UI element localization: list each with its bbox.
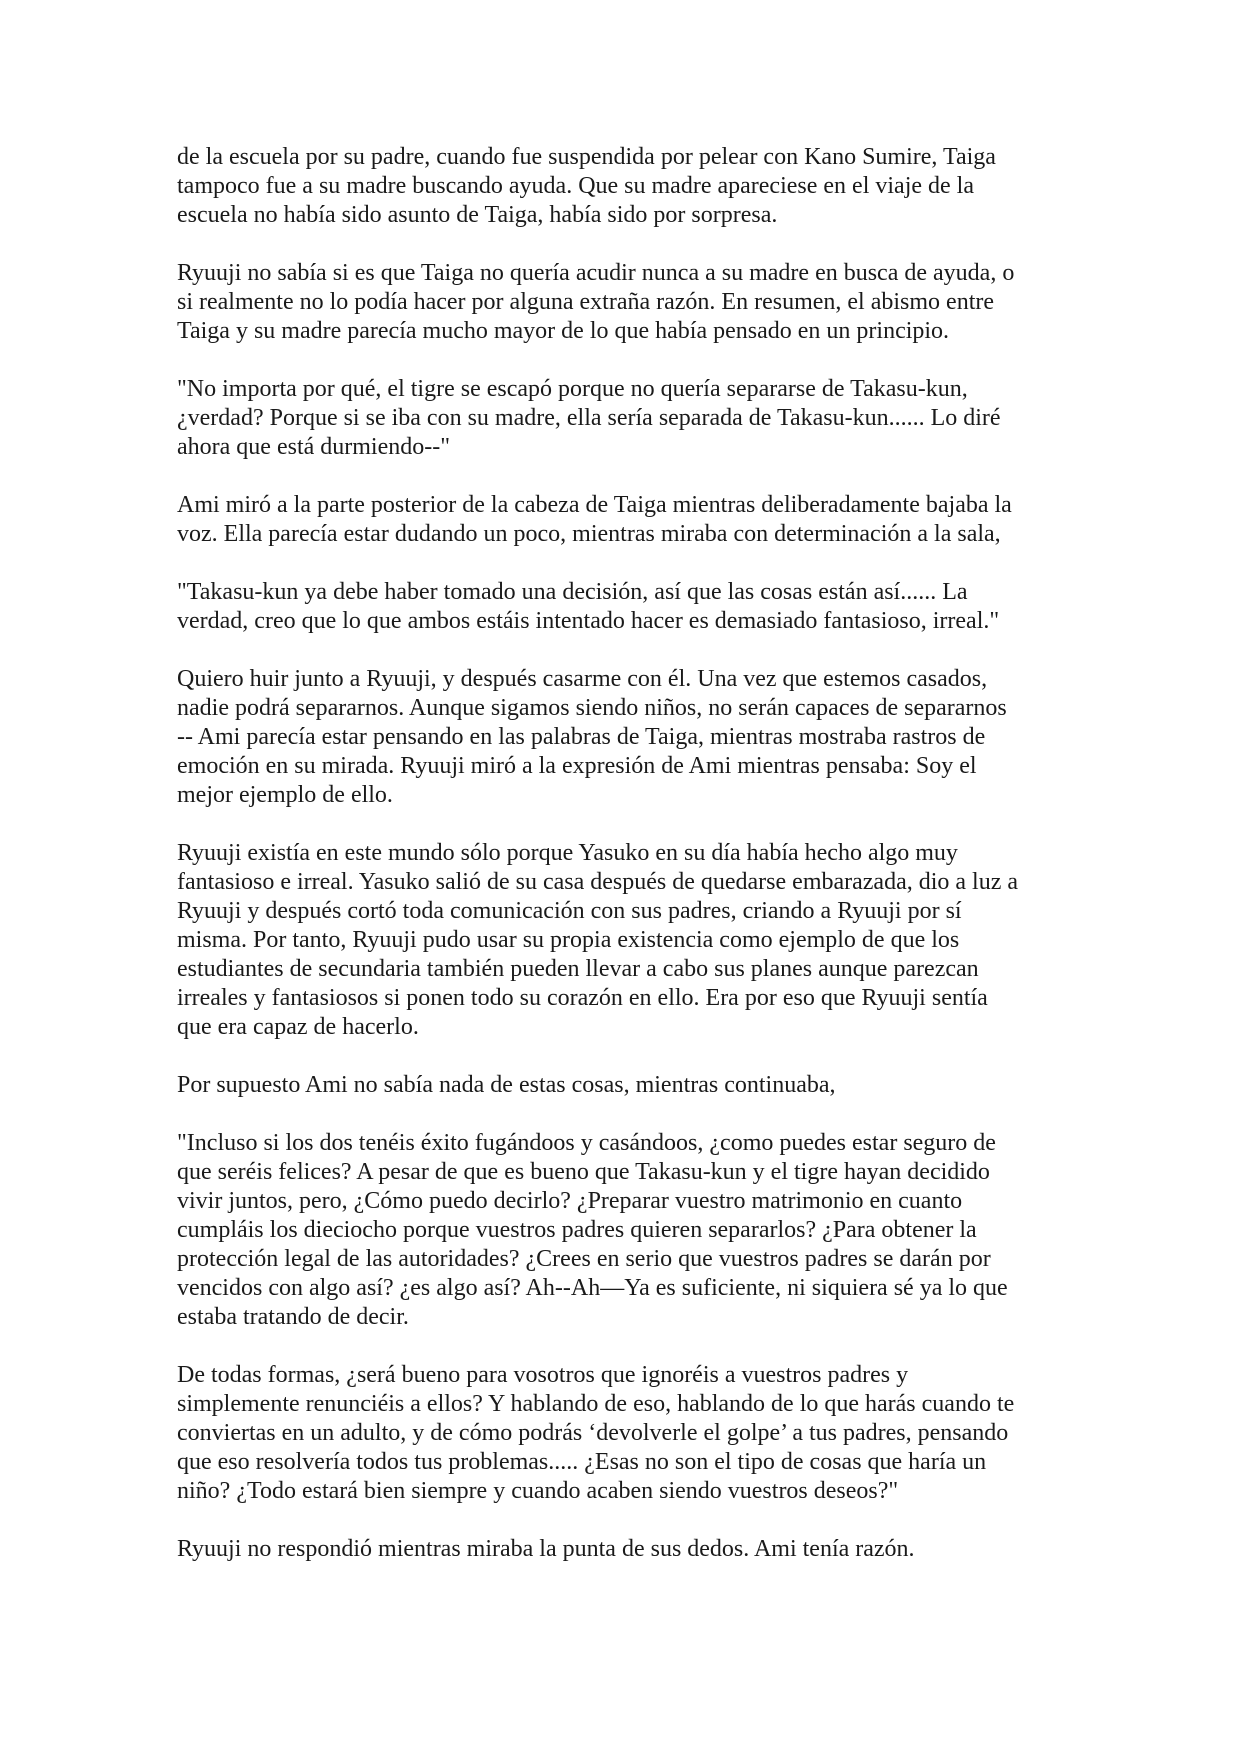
text-line: escuela no había sido asunto de Taiga, había sido por sorpresa. <box>177 202 778 228</box>
paragraph <box>177 143 1067 230</box>
paragraph <box>177 259 1067 346</box>
text-line: estaba tratando de decir. <box>177 1304 409 1330</box>
text-line: De todas formas, ¿será bueno para vosotros que ignoréis a vuestros padres y <box>177 1362 909 1388</box>
text-line: Ryuuji y después cortó toda comunicación con sus padres, criando a Ryuuji por sí <box>177 898 962 924</box>
text-line: ¿verdad? Porque si se iba con su madre, ella sería separada de Takasu-kun...... Lo diré <box>177 405 1001 431</box>
text-line: voz. Ella parecía estar dudando un poco, mientras miraba con determinación a la sala, <box>177 521 1001 547</box>
text-line: ahora que está durmiendo--" <box>177 434 451 460</box>
text-line: que eso resolvería todos tus problemas..... ¿Esas no son el tipo de cosas que haría un <box>177 1449 987 1475</box>
paragraph <box>177 1535 1067 1564</box>
text-line: Ryuuji no sabía si es que Taiga no quería acudir nunca a su madre en busca de ayuda, o <box>177 260 1015 286</box>
paragraph <box>177 491 1067 549</box>
text-line: protección legal de las autoridades? ¿Crees en serio que vuestros padres se darán por <box>177 1246 991 1272</box>
text-line: de la escuela por su padre, cuando fue suspendida por pelear con Kano Sumire, Taiga <box>177 144 996 170</box>
text-line: Ami miró a la parte posterior de la cabeza de Taiga mientras deliberadamente bajaba la <box>177 492 1012 518</box>
paragraph <box>177 375 1067 462</box>
text-line: si realmente no lo podía hacer por alguna extraña razón. En resumen, el abismo entre <box>177 289 995 315</box>
paragraph <box>177 1361 1067 1506</box>
text-line: "Incluso si los dos tenéis éxito fugándoos y casándoos, ¿como puedes estar seguro de <box>177 1130 996 1156</box>
text-line: "No importa por qué, el tigre se escapó porque no quería separarse de Takasu-kun, <box>177 376 968 402</box>
text-line: "Takasu-kun ya debe haber tomado una decisión, así que las cosas están así...... La <box>177 579 968 605</box>
paragraph <box>177 578 1067 636</box>
text-line: emoción en su mirada. Ryuuji miró a la expresión de Ami mientras pensaba: Soy el <box>177 753 977 779</box>
text-line: simplemente renunciéis a ellos? Y hablando de eso, hablando de lo que harás cuando te <box>177 1391 1015 1417</box>
text-line: vencidos con algo así? ¿es algo así? Ah--Ah—Ya es suficiente, ni siquiera sé ya lo que <box>177 1275 1008 1301</box>
text-line: Por supuesto Ami no sabía nada de estas cosas, mientras continuaba, <box>177 1072 836 1098</box>
text-line: fantasioso e irreal. Yasuko salió de su casa después de quedarse embarazada, dio a luz a <box>177 869 1019 895</box>
text-line: tampoco fue a su madre buscando ayuda. Que su madre apareciese en el viaje de la <box>177 173 974 199</box>
text-line: nadie podrá separarnos. Aunque sigamos siendo niños, no serán capaces de separarnos <box>177 695 1007 721</box>
text-line: conviertas en un adulto, y de cómo podrás ‘devolverle el golpe’ a tus padres, pensando <box>177 1420 1009 1446</box>
text-line: Ryuuji existía en este mundo sólo porque Yasuko en su día había hecho algo muy <box>177 840 958 866</box>
text-line: misma. Por tanto, Ryuuji pudo usar su propia existencia como ejemplo de que los <box>177 927 960 953</box>
paragraph <box>177 1129 1067 1332</box>
text-line: Taiga y su madre parecía mucho mayor de lo que había pensado en un principio. <box>177 318 950 344</box>
text-line: vivir juntos, pero, ¿Cómo puedo decirlo? ¿Preparar vuestro matrimonio en cuanto <box>177 1188 963 1214</box>
paragraph <box>177 1071 1067 1100</box>
document-page <box>177 143 1067 1593</box>
text-line: mejor ejemplo de ello. <box>177 782 393 808</box>
text-line: niño? ¿Todo estará bien siempre y cuando acaben siendo vuestros deseos?" <box>177 1478 899 1504</box>
text-line: Ryuuji no respondió mientras miraba la punta de sus dedos. Ami tenía razón. <box>177 1536 915 1562</box>
text-line: cumpláis los dieciocho porque vuestros padres quieren separarlos? ¿Para obtener la <box>177 1217 977 1243</box>
paragraph <box>177 665 1067 810</box>
text-line: que seréis felices? A pesar de que es bueno que Takasu-kun y el tigre hayan decidido <box>177 1159 990 1185</box>
text-line: estudiantes de secundaria también pueden llevar a cabo sus planes aunque parezcan <box>177 956 979 982</box>
text-line: irreales y fantasiosos si ponen todo su corazón en ello. Era por eso que Ryuuji sentía <box>177 985 988 1011</box>
text-line: Quiero huir junto a Ryuuji, y después casarme con él. Una vez que estemos casados, <box>177 666 988 692</box>
text-line: que era capaz de hacerlo. <box>177 1014 419 1040</box>
paragraph <box>177 839 1067 1042</box>
text-line: -- Ami parecía estar pensando en las palabras de Taiga, mientras mostraba rastros de <box>177 724 986 750</box>
text-line: verdad, creo que lo que ambos estáis intentado hacer es demasiado fantasioso, irreal." <box>177 608 1000 634</box>
